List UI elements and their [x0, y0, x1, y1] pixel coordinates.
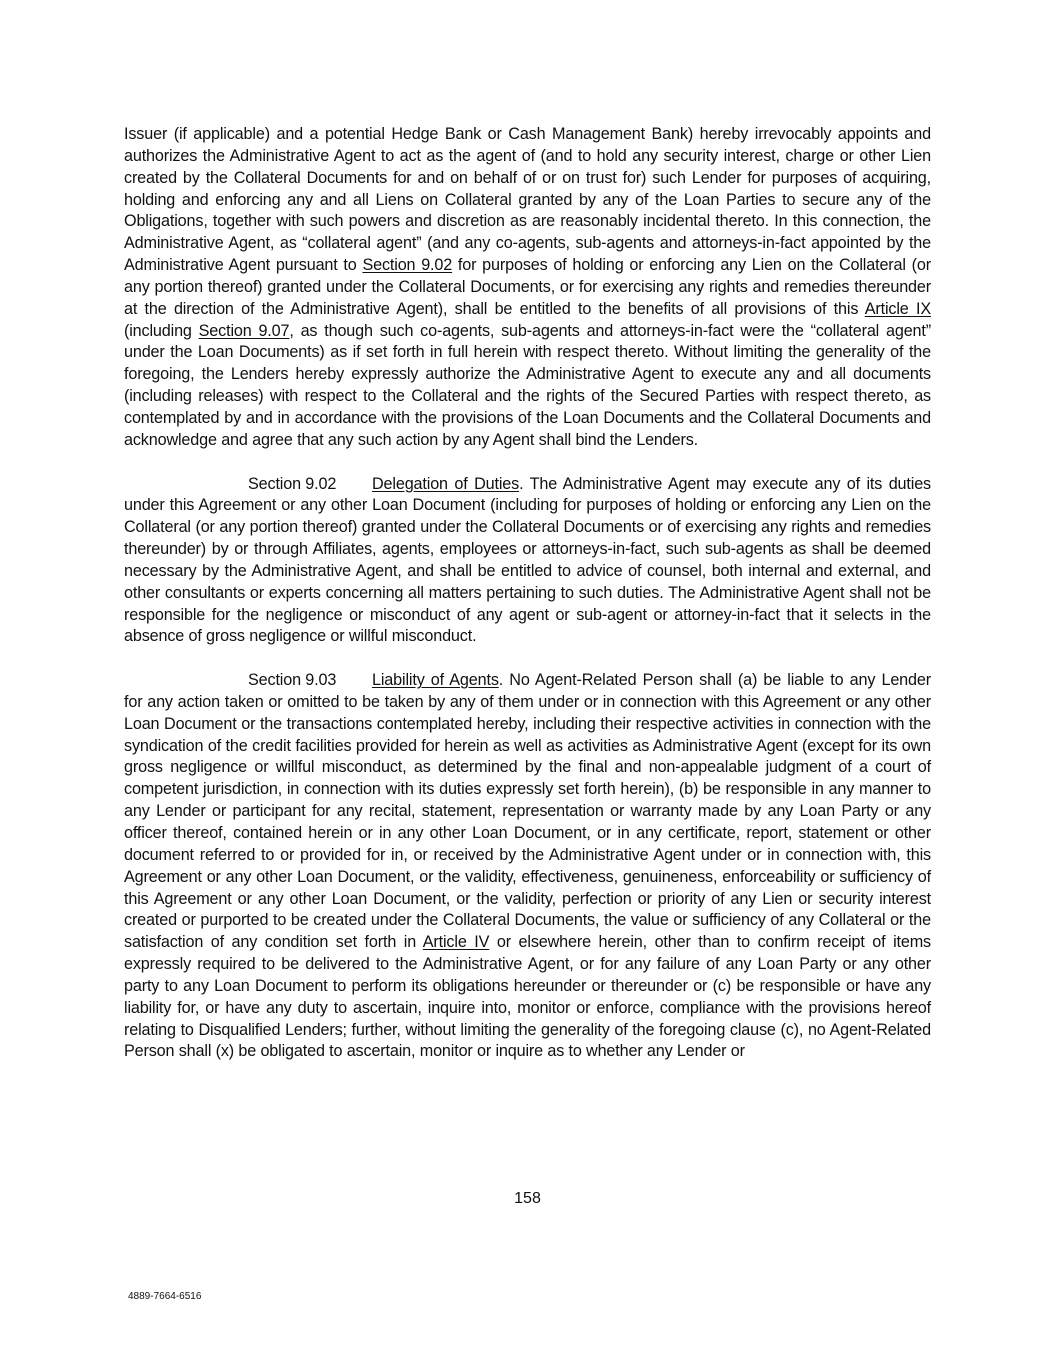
cross-reference-article-ix: Article IX — [864, 299, 931, 318]
section-number: Section 9.03 — [248, 671, 337, 690]
section-text: . The Administrative Agent may execute any of its duties under this Agreement or any other Loan Document (including for purposes of holding or enforcing any Lien on the Collateral (or any portion thereof) granted under the Collateral Documents or of exercising any rights and remedies thereunder) by or through Affiliates, agents, employees or attorneys-in-fact, such sub-agents as shall be deemed necessary by the Administrative Agent, and shall be entitled to advice of counsel, both internal and external, and other consultants or experts concerning all matters pertaining to such duties. The Administrative Agent shall not be responsible for the negligence or misconduct of any agent or sub-agent or attorney-in-fact that it selects in the absence of gross negligence or willful misconduct. — [124, 474, 931, 646]
cross-reference-section-9-02: Section 9.02 — [362, 256, 453, 275]
page-number: 158 — [514, 1190, 541, 1207]
paragraph-continuation — [124, 124, 931, 452]
document-body — [124, 124, 931, 1063]
section-9-03-paragraph — [124, 670, 931, 1063]
section-heading: Liability of Agents — [372, 671, 499, 690]
paragraph-text: Issuer (if applicable) and a potential Hedge Bank or Cash Management Bank) hereby irrevocably appoints and authorizes the Administrative Agent to act as the agent of (and to hold any security interest, charge or other Lien created by the Collateral Documents for and on behalf of or on trust for) such Lender for purposes of acquiring, holding and enforcing any and all Liens on Collateral granted by any of the Loan Parties to secure any of the Obligations, together with such powers and discretion as are reasonably incidental thereto. In this connection, the Administrative Agent, as “collateral agent” (and any co-agents, sub-agents and attorneys-in-fact appointed by the Administrative Agent pursuant to — [124, 125, 931, 275]
section-heading: Delegation of Duties — [372, 474, 520, 493]
section-number: Section 9.02 — [248, 474, 337, 493]
section-text: or elsewhere herein, other than to confirm receipt of items expressly required to be delivered to the Administrative Agent, or for any failure of any Loan Party or any other party to any Loan Document to perform its obligations hereunder or thereunder or (c) be responsible or have any liability for, or have any duty to ascertain, inquire into, monitor or enforce, compliance with the provisions hereof relating to Disqualified Lenders; further, without limiting the generality of the foregoing clause (c), no Agent-Related Person shall (x) be obligated to ascertain, monitor or inquire as to whether any Lender or — [124, 933, 931, 1061]
document-id: 4889-7664-6516 — [128, 1291, 202, 1302]
section-9-02-paragraph — [124, 474, 931, 649]
cross-reference-section-9-07: Section 9.07 — [198, 321, 290, 340]
cross-reference-article-iv: Article IV — [422, 933, 490, 952]
paragraph-text: for purposes of holding or enforcing any Lien on the Collateral (or any portion thereof) granted under the Collateral Documents, or for exercising any rights and remedies thereunder at the direction of the Administrative Agent), shall be entitled to the benefits of all provisions of this — [124, 256, 931, 318]
section-text: . No Agent-Related Person shall (a) be liable to any Lender for any action taken or omitted to be taken by any of them under or in connection with this Agreement or any other Loan Document or the transactions contemplated hereby, including their respective activities in connection with the syndication of the credit facilities provided for herein as well as activities as Administrative Agent (except for its own gross negligence or willful misconduct, as determined by the final and non-appealable judgment of a court of competent jurisdiction, in connection with its duties expressly set forth herein), (b) be responsible in any manner to any Lender or participant for any recital, statement, representation or warranty made by any Loan Party or any officer thereof, contained herein or in any other Loan Document, or in any certificate, report, statement or other document referred to or provided for in, or received by the Administrative Agent under or in connection with, this Agreement or any other Loan Document, or the validity, effectiveness, genuineness, enforceability or sufficiency of this Agreement or any other Loan Document, or the validity, perfection or priority of any Lien or security interest created or purported to be created under the Collateral Documents, the value or sufficiency of any Collateral or the satisfaction of any condition set forth in — [124, 671, 931, 952]
paragraph-text: , as though such co-agents, sub-agents and attorneys-in-fact were the “collateral agent” under the Loan Documents) as if set forth in full herein with respect thereto. Without limiting the generality of the foregoing, the Lenders hereby expressly authorize the Administrative Agent to execute any and all documents (including releases) with respect to the Collateral and the rights of the Secured Parties with respect thereto, as contemplated by and in accordance with the provisions of the Loan Documents and the Collateral Documents and acknowledge and agree that any such action by any Agent shall bind the Lenders. — [124, 321, 931, 449]
paragraph-text: (including — [124, 321, 199, 340]
